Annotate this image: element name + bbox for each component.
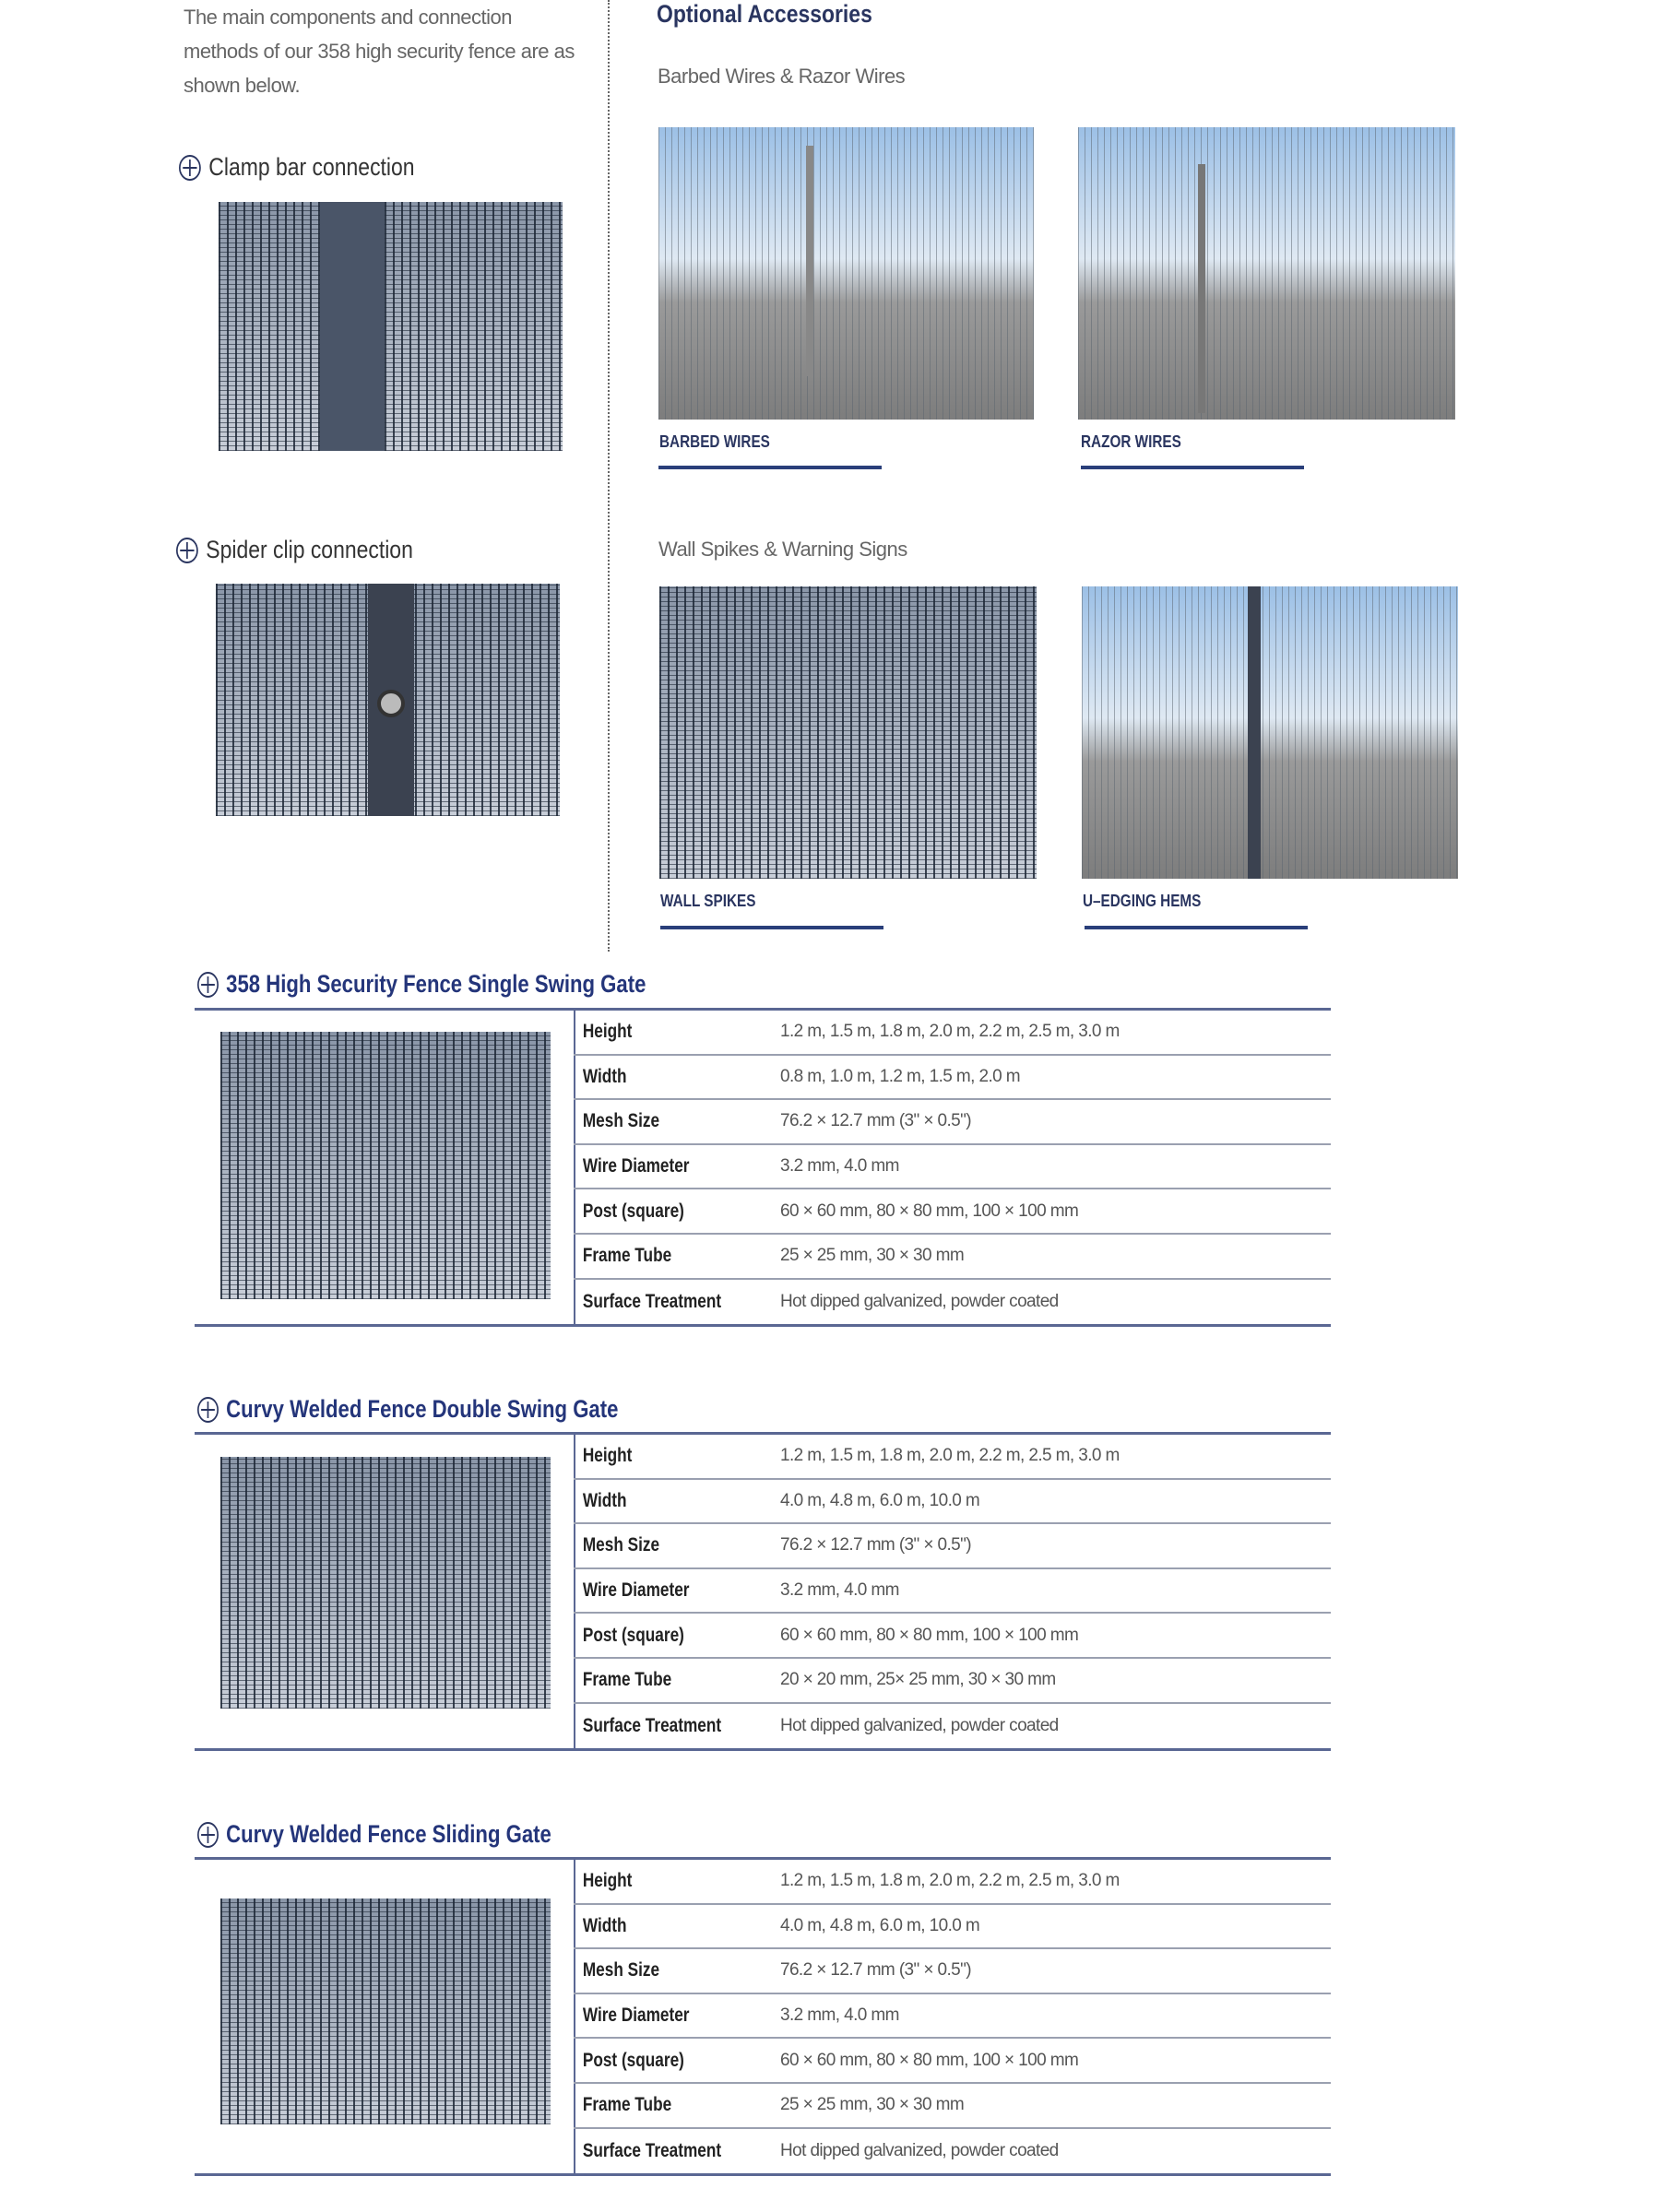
spec-value: Hot dipped galvanized, powder coated: [780, 2140, 1059, 2160]
table-row: [574, 1614, 1331, 1659]
spec-value: 1.2 m, 1.5 m, 1.8 m, 2.0 m, 2.2 m, 2.5 m, 3.0 m: [780, 1022, 1120, 1042]
spec-label: Height: [582, 1021, 633, 1043]
clamp-bar-image: [219, 202, 563, 451]
table-row: [574, 2129, 1331, 2174]
razor-wires-caption: RAZOR WIRES: [1081, 432, 1181, 451]
spec-value: 25 × 25 mm, 30 × 30 mm: [780, 2095, 965, 2115]
table-row: [574, 1011, 1331, 1056]
spec-label: Frame Tube: [582, 1669, 672, 1691]
spec-label: Mesh Size: [582, 1959, 660, 1981]
spec-label: Mesh Size: [582, 1534, 660, 1556]
spec-value: Hot dipped galvanized, powder coated: [780, 1715, 1059, 1735]
caption-underline: [1081, 466, 1304, 469]
gate-section-title: [197, 1820, 551, 1849]
caption-underline: [660, 926, 883, 929]
spider-clip-label: Spider clip connection: [206, 536, 413, 563]
table-row: [574, 1235, 1331, 1280]
gate-title-text: Curvy Welded Fence Double Swing Gate: [226, 1395, 619, 1423]
spec-label: Wire Diameter: [582, 1579, 690, 1602]
spec-label: Surface Treatment: [582, 1714, 722, 1736]
caption-underline: [658, 466, 882, 469]
table-row: [574, 1100, 1331, 1145]
gate-section-title: [197, 970, 646, 999]
spec-value: 60 × 60 mm, 80 × 80 mm, 100 × 100 mm: [780, 1625, 1079, 1645]
spider-clip-heading: [176, 536, 413, 564]
wall-spikes-image: [659, 586, 1037, 879]
gate-spec-table: [195, 1008, 1331, 1327]
spec-value: 4.0 m, 4.8 m, 6.0 m, 10.0 m: [780, 1490, 980, 1510]
barbed-razor-subtitle: Barbed Wires & Razor Wires: [658, 65, 906, 88]
spec-label: Surface Treatment: [582, 2139, 722, 2161]
table-row: [574, 1860, 1331, 1905]
spec-value: 20 × 20 mm, 25× 25 mm, 30 × 30 mm: [780, 1670, 1056, 1690]
razor-wires-image: [1078, 127, 1455, 420]
intro-text: The main components and connection methods of our 358 high security fence are as shown below.: [184, 6, 575, 97]
table-row: [574, 1994, 1331, 2040]
spec-label: Frame Tube: [582, 2094, 672, 2116]
plus-circle-icon: [197, 1397, 219, 1423]
table-row: [574, 1905, 1331, 1950]
gate-title-text: Curvy Welded Fence Sliding Gate: [226, 1820, 551, 1848]
table-row: [574, 1704, 1331, 1749]
clamp-bar-label: Clamp bar connection: [208, 153, 415, 181]
spec-label: Post (square): [582, 1200, 684, 1222]
gate-image: [220, 1032, 551, 1299]
caption-underline: [1085, 926, 1308, 929]
table-row: [574, 1189, 1331, 1235]
plus-circle-icon: [197, 1822, 219, 1848]
wall-spikes-subtitle: Wall Spikes & Warning Signs: [658, 538, 907, 561]
spec-value: 3.2 mm, 4.0 mm: [780, 1156, 899, 1177]
spec-label: Post (square): [582, 2049, 684, 2071]
spec-value: 3.2 mm, 4.0 mm: [780, 1580, 899, 1601]
spec-value: 0.8 m, 1.0 m, 1.2 m, 1.5 m, 2.0 m: [780, 1066, 1021, 1086]
table-row: [574, 1569, 1331, 1615]
spec-value: 3.2 mm, 4.0 mm: [780, 2005, 899, 2026]
plus-circle-icon: [197, 972, 219, 998]
spec-label: Post (square): [582, 1624, 684, 1646]
u-edging-hems-caption: U–EDGING HEMS: [1083, 892, 1202, 910]
spider-clip-image: [216, 584, 560, 816]
gate-section-title: [197, 1395, 618, 1424]
spec-label: Mesh Size: [582, 1110, 660, 1132]
gate-spec-table: [195, 1432, 1331, 1751]
table-row: [574, 1056, 1331, 1101]
spec-label: Width: [582, 1065, 627, 1087]
barbed-wires-caption: BARBED WIRES: [659, 432, 770, 451]
gate-image: [220, 1457, 551, 1709]
gate-spec-table: [195, 1857, 1331, 2176]
table-row: [574, 2039, 1331, 2084]
spec-value: 60 × 60 mm, 80 × 80 mm, 100 × 100 mm: [780, 2050, 1079, 2070]
plus-circle-icon: [179, 155, 201, 181]
spec-value: 76.2 × 12.7 mm (3" × 0.5"): [780, 1111, 972, 1131]
spec-label: Surface Treatment: [582, 1290, 722, 1312]
table-row: [574, 1145, 1331, 1190]
table-row: [574, 1280, 1331, 1325]
plus-circle-icon: [176, 538, 198, 563]
gate-title-text: 358 High Security Fence Single Swing Gate: [226, 970, 646, 998]
spec-value: Hot dipped galvanized, powder coated: [780, 1291, 1059, 1311]
table-row: [574, 1524, 1331, 1569]
spec-label: Width: [582, 1489, 627, 1511]
gate-image: [220, 1899, 551, 2124]
spec-label: Width: [582, 1914, 627, 1936]
table-row: [574, 1659, 1331, 1704]
spec-label: Wire Diameter: [582, 1155, 690, 1177]
u-edging-hems-image: [1082, 586, 1458, 879]
spec-value: 1.2 m, 1.5 m, 1.8 m, 2.0 m, 2.2 m, 2.5 m, 3.0 m: [780, 1446, 1120, 1466]
wall-spikes-caption: WALL SPIKES: [660, 892, 756, 910]
table-row: [574, 1435, 1331, 1480]
spec-label: Height: [582, 1445, 633, 1467]
column-divider: [608, 0, 610, 952]
spec-value: 1.2 m, 1.5 m, 1.8 m, 2.0 m, 2.2 m, 2.5 m, 3.0 m: [780, 1871, 1120, 1891]
spec-label: Wire Diameter: [582, 2005, 690, 2027]
spec-value: 25 × 25 mm, 30 × 30 mm: [780, 1246, 965, 1266]
table-row: [574, 1480, 1331, 1525]
optional-accessories-title: Optional Accessories: [657, 0, 872, 28]
spec-label: Frame Tube: [582, 1245, 672, 1267]
spec-value: 76.2 × 12.7 mm (3" × 0.5"): [780, 1535, 972, 1555]
spec-value: 60 × 60 mm, 80 × 80 mm, 100 × 100 mm: [780, 1201, 1079, 1221]
barbed-wires-image: [658, 127, 1034, 420]
clamp-bar-heading: [179, 153, 415, 182]
spec-value: 4.0 m, 4.8 m, 6.0 m, 10.0 m: [780, 1915, 980, 1935]
spec-label: Height: [582, 1870, 633, 1892]
spec-value: 76.2 × 12.7 mm (3" × 0.5"): [780, 1960, 972, 1981]
table-row: [574, 2084, 1331, 2129]
table-row: [574, 1949, 1331, 1994]
